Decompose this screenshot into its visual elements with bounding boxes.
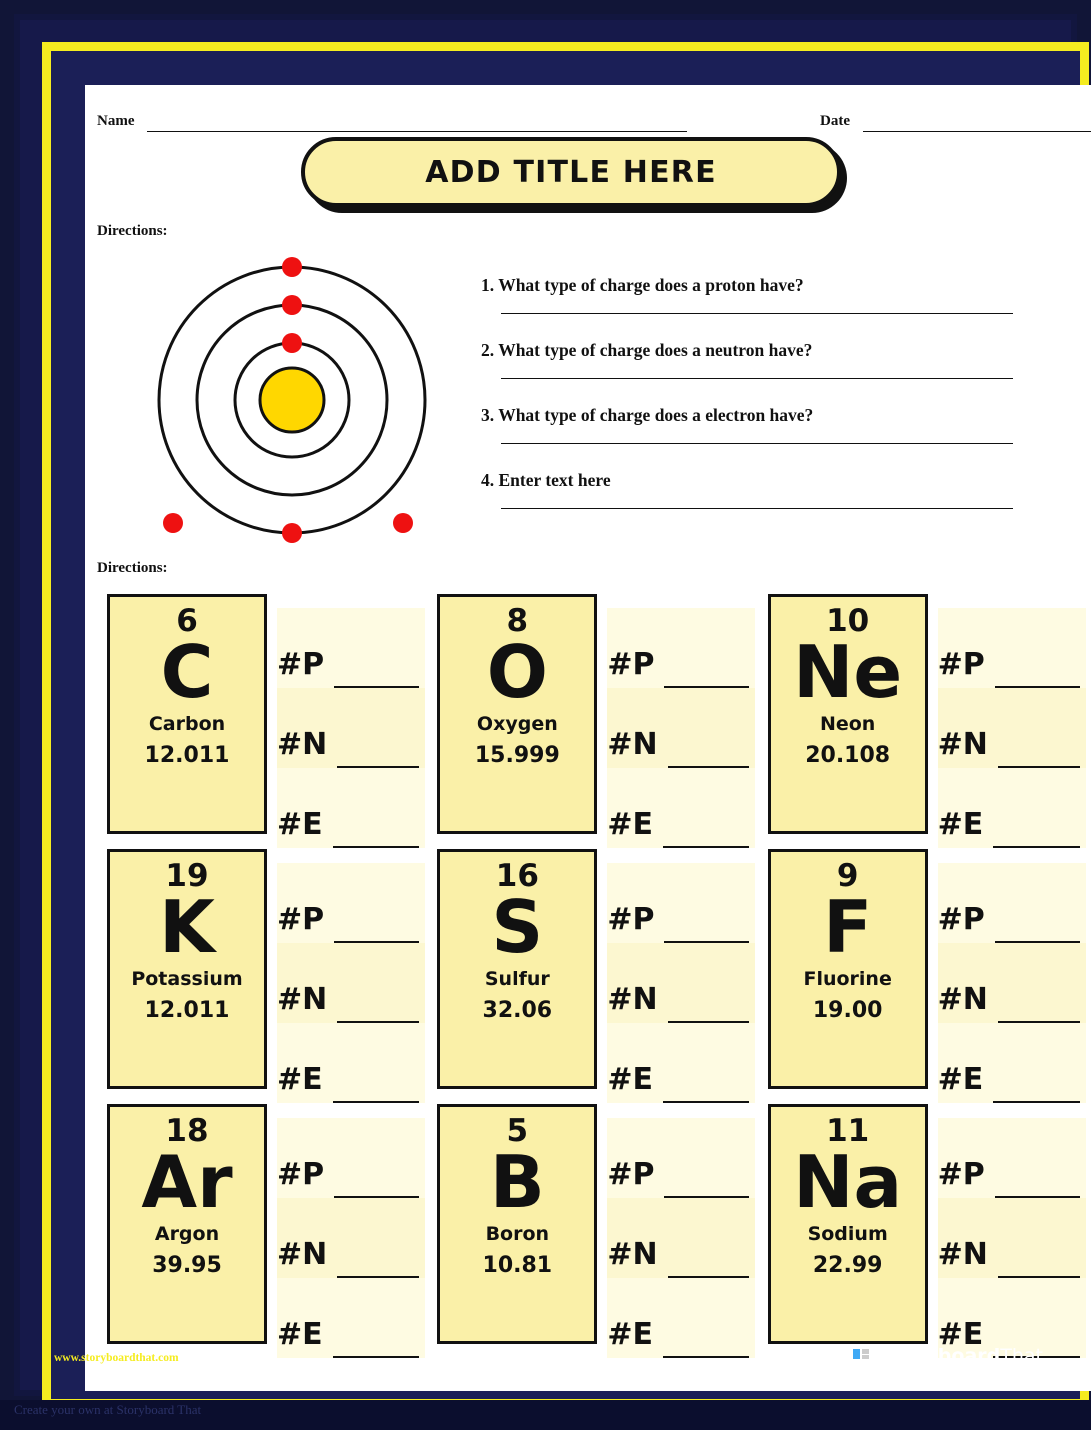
page-frame-yellow [42,42,1089,1408]
element-name: Oxygen [476,712,558,735]
neutrons-blank[interactable] [668,997,750,1023]
element-atomic-number: 8 [506,603,529,639]
brand-bold: Storyboard [880,1345,1001,1367]
element-cell [107,845,431,1098]
element-tile [768,1104,928,1344]
pne-row-protons [277,863,425,943]
element-cell [107,1100,431,1353]
neutrons-blank[interactable] [998,1252,1080,1278]
element-mass: 15.999 [474,742,560,768]
electrons-label: #E [277,1062,323,1097]
element-mass: 20.108 [805,742,891,768]
element-tile [437,849,597,1089]
pne-row-protons [938,863,1086,943]
protons-label: #P [607,647,655,682]
neutrons-label: #N [937,982,988,1017]
electrons-label: #E [607,1317,653,1352]
pne-answer-group [607,863,755,1103]
neutrons-blank[interactable] [337,742,419,768]
answer-line[interactable] [501,508,1013,509]
protons-label: #P [937,647,985,682]
element-name: Boron [485,1222,550,1245]
element-name: Carbon [148,712,226,735]
element-mass: 32.06 [482,997,553,1023]
protons-label: #P [937,902,985,937]
pne-row-neutrons [607,943,755,1023]
pne-row-neutrons [607,688,755,768]
pne-row-neutrons [607,1198,755,1278]
pne-answer-group [277,1118,425,1358]
pne-row-protons [607,1118,755,1198]
electron-dot [282,295,302,315]
question-text [481,470,611,490]
element-cell [437,1100,761,1353]
electrons-label: #E [937,1317,984,1352]
element-symbol: Na [793,1139,903,1224]
question-body: Enter text here [498,470,611,490]
question-number: 4. [481,470,495,490]
neutrons-label: #N [607,1237,658,1272]
neutrons-label: #N [607,727,658,762]
element-mass: 22.99 [812,1252,883,1278]
element-atomic-number: 10 [826,603,870,639]
protons-label: #P [277,1157,325,1192]
pne-row-protons [607,608,755,688]
pne-row-protons [938,1118,1086,1198]
page-frame-outer [14,14,1077,1396]
electron-dot [282,523,302,543]
question-row [481,470,1031,535]
element-cell [107,590,431,843]
neutrons-label: #N [607,982,658,1017]
element-atomic-number: 19 [165,858,209,894]
protons-label: #P [277,647,325,682]
protons-blank[interactable] [334,662,419,688]
element-atomic-number: 9 [836,858,859,894]
element-name: Potassium [131,967,243,990]
element-cell [768,590,1091,843]
pne-answer-group [607,1118,755,1358]
neutrons-blank[interactable] [998,742,1080,768]
question-number: 3. [481,405,495,425]
question-text [481,275,804,295]
nucleus [260,368,324,432]
element-symbol: O [486,629,548,714]
date-label: Date [820,113,850,129]
pne-row-protons [277,608,425,688]
element-symbol: S [491,884,544,969]
question-row [481,340,1031,405]
pne-row-neutrons [938,1198,1086,1278]
footer-band [22,1338,1069,1388]
electrons-label: #E [277,1317,323,1352]
bottom-note: Create your own at Storyboard That [14,1402,202,1417]
element-name: Sulfur [484,967,550,990]
element-tile [437,594,597,834]
pne-answer-group [607,608,755,848]
protons-blank[interactable] [664,662,749,688]
directions-label-2: Directions: [97,560,168,576]
answer-line[interactable] [501,378,1013,379]
neutrons-blank[interactable] [668,1252,750,1278]
footer-url[interactable]: www.storyboardthat.com [54,1352,179,1364]
element-tile [107,849,267,1089]
element-mass: 19.00 [812,997,883,1023]
element-symbol: B [489,1139,545,1224]
question-text [481,340,812,360]
element-name: Argon [154,1222,220,1245]
pne-row-protons [938,608,1086,688]
title-banner[interactable] [301,137,841,207]
element-mass: 12.011 [144,997,230,1023]
atom-diagram [155,255,435,545]
element-tile [437,1104,597,1344]
pne-row-neutrons [277,688,425,768]
neutrons-blank[interactable] [668,742,750,768]
pne-row-neutrons [277,1198,425,1278]
answer-line[interactable] [501,313,1013,314]
speech-bubble-icon [849,1345,873,1367]
pne-row-neutrons [938,688,1086,768]
element-cell [768,1100,1091,1353]
protons-blank[interactable] [334,1172,419,1198]
pne-row-electrons [607,768,755,848]
answer-line[interactable] [501,443,1013,444]
element-mass: 39.95 [152,1252,222,1278]
question-row [481,275,1031,340]
electrons-label: #E [607,1062,653,1097]
question-number: 2. [481,340,495,360]
pne-row-protons [607,863,755,943]
pne-row-neutrons [938,943,1086,1023]
element-symbol: F [823,884,873,969]
name-date-row [85,107,1091,141]
element-symbol: C [160,629,214,714]
element-atomic-number: 11 [826,1113,870,1149]
electrons-label: #E [937,807,984,842]
name-input-line[interactable] [147,131,687,132]
question-row [481,405,1031,470]
element-atomic-number: 6 [176,603,198,639]
element-symbol: K [159,884,215,969]
protons-label: #P [607,1157,655,1192]
question-list [481,275,1031,535]
directions-label-1: Directions: [97,223,168,239]
protons-blank[interactable] [995,662,1080,688]
pne-answer-group [938,1118,1086,1358]
element-cell [768,845,1091,1098]
pne-answer-group [938,863,1086,1103]
element-cell [437,845,761,1098]
element-name: Sodium [807,1222,888,1245]
element-tile [768,849,928,1089]
protons-blank[interactable] [995,917,1080,943]
pne-answer-group [938,608,1086,848]
pne-answer-group [277,863,425,1103]
electron-dot [282,257,302,277]
electron-dot [282,333,302,353]
neutrons-blank[interactable] [998,997,1080,1023]
protons-label: #P [277,902,325,937]
protons-blank[interactable] [664,917,749,943]
element-atomic-number: 5 [506,1113,529,1149]
date-input-line[interactable] [863,131,1091,132]
question-body: What type of charge does a proton have? [498,275,804,295]
element-atomic-number: 16 [495,858,539,894]
element-symbol: Ne [793,629,903,714]
element-name: Neon [819,712,876,735]
element-grid [107,590,1091,1353]
pne-row-electrons [938,1023,1086,1103]
neutrons-blank[interactable] [337,1252,419,1278]
element-symbol: Ar [141,1139,233,1224]
pne-row-neutrons [277,943,425,1023]
pne-row-electrons [607,1023,755,1103]
protons-label: #P [607,902,655,937]
question-number: 1. [481,275,495,295]
electrons-label: #E [277,807,323,842]
neutrons-label: #N [277,982,328,1017]
element-tile [107,1104,267,1344]
question-body: What type of charge does a neutron have? [498,340,813,360]
neutrons-label: #N [937,727,988,762]
electrons-label: #E [937,1062,984,1097]
element-tile [107,594,267,834]
brand-name [880,1345,1043,1367]
brand-light: That [1000,1345,1043,1367]
pne-row-electrons [277,1023,425,1103]
protons-blank[interactable] [664,1172,749,1198]
name-label: Name [97,113,135,129]
protons-blank[interactable] [995,1172,1080,1198]
pne-answer-group [277,608,425,848]
worksheet-sheet [85,85,1091,1391]
electrons-label: #E [607,807,653,842]
element-name: Fluorine [803,967,892,990]
electron-dot [393,513,413,533]
question-text [481,405,813,425]
protons-blank[interactable] [334,917,419,943]
element-cell [437,590,761,843]
neutrons-label: #N [277,727,328,762]
brand-logo[interactable] [849,1345,1043,1367]
element-tile [768,594,928,834]
question-body: What type of charge does a electron have? [498,405,814,425]
protons-label: #P [937,1157,985,1192]
neutrons-blank[interactable] [337,997,419,1023]
atom-svg [155,255,435,545]
pne-row-electrons [277,768,425,848]
pne-row-protons [277,1118,425,1198]
element-mass: 10.81 [482,1252,553,1278]
neutrons-label: #N [937,1237,988,1272]
pne-row-electrons [938,768,1086,848]
page-title: ADD TITLE HERE [425,154,717,190]
electron-dot [163,513,183,533]
element-atomic-number: 18 [165,1113,209,1149]
element-mass: 12.011 [144,742,230,768]
neutrons-label: #N [277,1237,328,1272]
